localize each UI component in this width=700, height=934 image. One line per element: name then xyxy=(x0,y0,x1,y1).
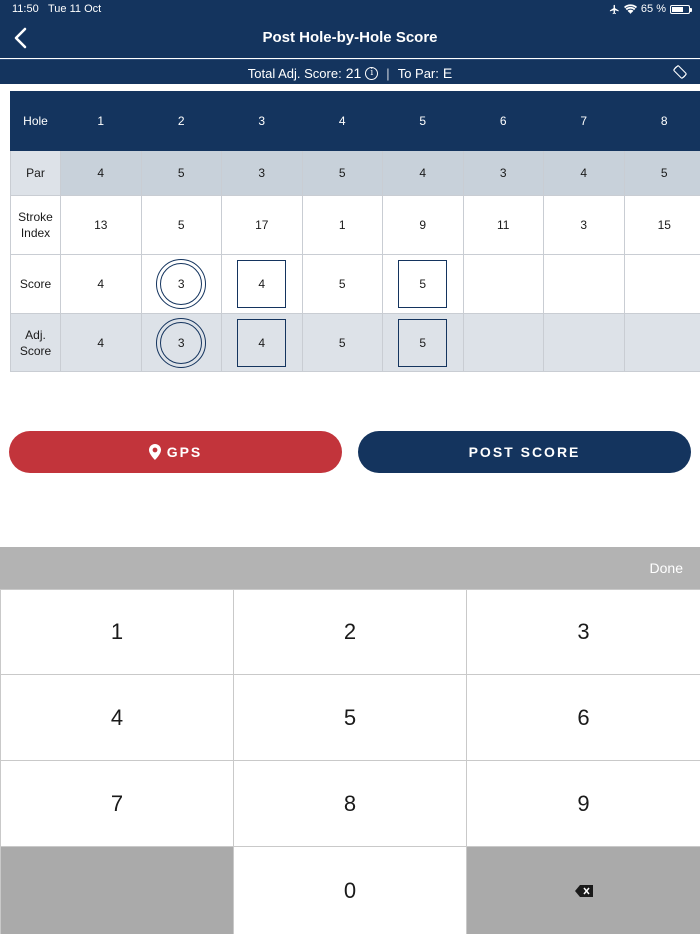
par-cell: 4 xyxy=(544,151,625,196)
adj-score-value xyxy=(639,316,689,366)
stroke-index-label-line-2: Index xyxy=(20,226,51,240)
to-par-label: To Par: xyxy=(397,65,439,81)
status-time: 11:50 xyxy=(12,3,39,15)
score-value: 5 xyxy=(338,277,346,291)
birdie-adj-score-value: 3 xyxy=(156,318,206,368)
score-value xyxy=(478,258,528,308)
key-4[interactable]: 4 xyxy=(1,675,233,760)
score-cell[interactable] xyxy=(544,255,625,314)
stroke-index-cell: 11 xyxy=(463,196,544,255)
stroke-index-cell: 17 xyxy=(222,196,303,255)
airplane-icon xyxy=(609,4,620,15)
hole-number: 1 xyxy=(61,92,142,151)
score-cell[interactable] xyxy=(222,255,303,314)
key-3[interactable]: 3 xyxy=(467,590,700,674)
adj-score-cell xyxy=(61,314,142,372)
score-cell[interactable] xyxy=(302,255,383,314)
stroke-index-row xyxy=(11,196,700,255)
par-cell: 5 xyxy=(302,151,383,196)
bogey-score-value: 4 xyxy=(237,260,286,308)
bogey-score-value: 5 xyxy=(398,260,447,308)
score-value: 4 xyxy=(97,277,105,291)
status-date: Tue 11 Oct xyxy=(48,3,102,15)
key-1[interactable]: 1 xyxy=(1,590,233,674)
divider: | xyxy=(386,65,390,81)
hole-number: 6 xyxy=(463,92,544,151)
gps-button[interactable] xyxy=(9,431,342,473)
stroke-index-cell: 3 xyxy=(544,196,625,255)
key-2[interactable]: 2 xyxy=(234,590,466,674)
post-score-button[interactable] xyxy=(358,431,691,473)
par-cell: 5 xyxy=(624,151,700,196)
score-value xyxy=(639,258,689,308)
battery-percent: 65 % xyxy=(640,3,666,15)
stroke-index-cell: 13 xyxy=(61,196,142,255)
adj-score-cell xyxy=(463,314,544,372)
done-button[interactable]: Done xyxy=(649,560,683,576)
score-value xyxy=(559,258,609,308)
backspace-key[interactable] xyxy=(467,847,700,934)
scorecard-table xyxy=(10,91,700,372)
key-9[interactable]: 9 xyxy=(467,761,700,846)
hole-label: Hole xyxy=(11,92,61,151)
score-cell[interactable] xyxy=(624,255,700,314)
status-right xyxy=(609,3,690,15)
map-pin-icon xyxy=(149,444,161,460)
stroke-index-label-line-1: Stroke xyxy=(18,210,53,224)
par-cell: 4 xyxy=(383,151,464,196)
key-5[interactable]: 5 xyxy=(234,675,466,760)
bogey-adj-score-value: 4 xyxy=(237,319,286,367)
key-0[interactable]: 0 xyxy=(234,847,466,934)
bogey-adj-score-value: 5 xyxy=(398,319,447,367)
score-row xyxy=(11,255,700,314)
par-cell: 3 xyxy=(463,151,544,196)
stroke-index-cell: 9 xyxy=(383,196,464,255)
adj-score-value xyxy=(559,316,609,366)
par-row xyxy=(11,151,700,196)
key-7[interactable]: 7 xyxy=(1,761,233,846)
adj-score-value: 4 xyxy=(97,335,105,350)
adj-score-label xyxy=(11,314,61,372)
key-8[interactable]: 8 xyxy=(234,761,466,846)
key-blank xyxy=(1,847,233,934)
stroke-index-label xyxy=(11,196,61,255)
hole-number: 7 xyxy=(544,92,625,151)
adj-score-label-line-1: Adj. xyxy=(25,327,46,342)
score-cell[interactable] xyxy=(383,255,464,314)
hole-number: 2 xyxy=(141,92,222,151)
score-label: Score xyxy=(11,255,61,314)
adj-score-cell xyxy=(302,314,383,372)
keypad-toolbar xyxy=(0,547,700,589)
stroke-index-cell: 15 xyxy=(624,196,700,255)
backspace-icon xyxy=(575,885,593,897)
par-cell: 4 xyxy=(61,151,142,196)
par-cell: 5 xyxy=(141,151,222,196)
info-icon[interactable]: i xyxy=(365,67,378,80)
hole-number: 8 xyxy=(624,92,700,151)
adj-score-cell xyxy=(624,314,700,372)
adj-score-cell xyxy=(544,314,625,372)
wifi-icon xyxy=(624,4,637,14)
adj-score-row xyxy=(11,314,700,372)
gps-button-label: GPS xyxy=(166,444,203,460)
post-score-button-label: POST SCORE xyxy=(468,444,581,460)
hole-row xyxy=(11,92,700,151)
numeric-keypad xyxy=(0,589,700,934)
nav-header xyxy=(0,18,700,58)
rotate-screen-icon[interactable] xyxy=(672,64,688,80)
hole-number: 4 xyxy=(302,92,383,151)
score-cell[interactable] xyxy=(141,255,222,314)
hole-number: 5 xyxy=(383,92,464,151)
stroke-index-cell: 1 xyxy=(302,196,383,255)
battery-icon xyxy=(670,5,690,14)
page-title: Post Hole-by-Hole Score xyxy=(262,29,438,46)
to-par-value: E xyxy=(442,65,453,81)
status-bar xyxy=(0,0,700,18)
score-summary xyxy=(0,65,700,81)
key-6[interactable]: 6 xyxy=(467,675,700,760)
stroke-index-cell: 5 xyxy=(141,196,222,255)
score-cell[interactable] xyxy=(463,255,544,314)
total-adj-score-label: Total Adj. Score: xyxy=(247,65,342,81)
adj-score-value: 5 xyxy=(338,335,346,350)
par-cell: 3 xyxy=(222,151,303,196)
adj-score-cell xyxy=(222,314,303,372)
hole-number: 3 xyxy=(222,92,303,151)
adj-score-cell xyxy=(141,314,222,372)
birdie-score-value: 3 xyxy=(156,259,206,309)
total-adj-score-value: 21 xyxy=(345,65,362,81)
score-summary-bar xyxy=(0,59,700,84)
score-cell[interactable] xyxy=(61,255,142,314)
par-label: Par xyxy=(11,151,61,196)
adj-score-label-line-2: Score xyxy=(19,343,52,358)
adj-score-value xyxy=(478,316,528,366)
adj-score-cell xyxy=(383,314,464,372)
